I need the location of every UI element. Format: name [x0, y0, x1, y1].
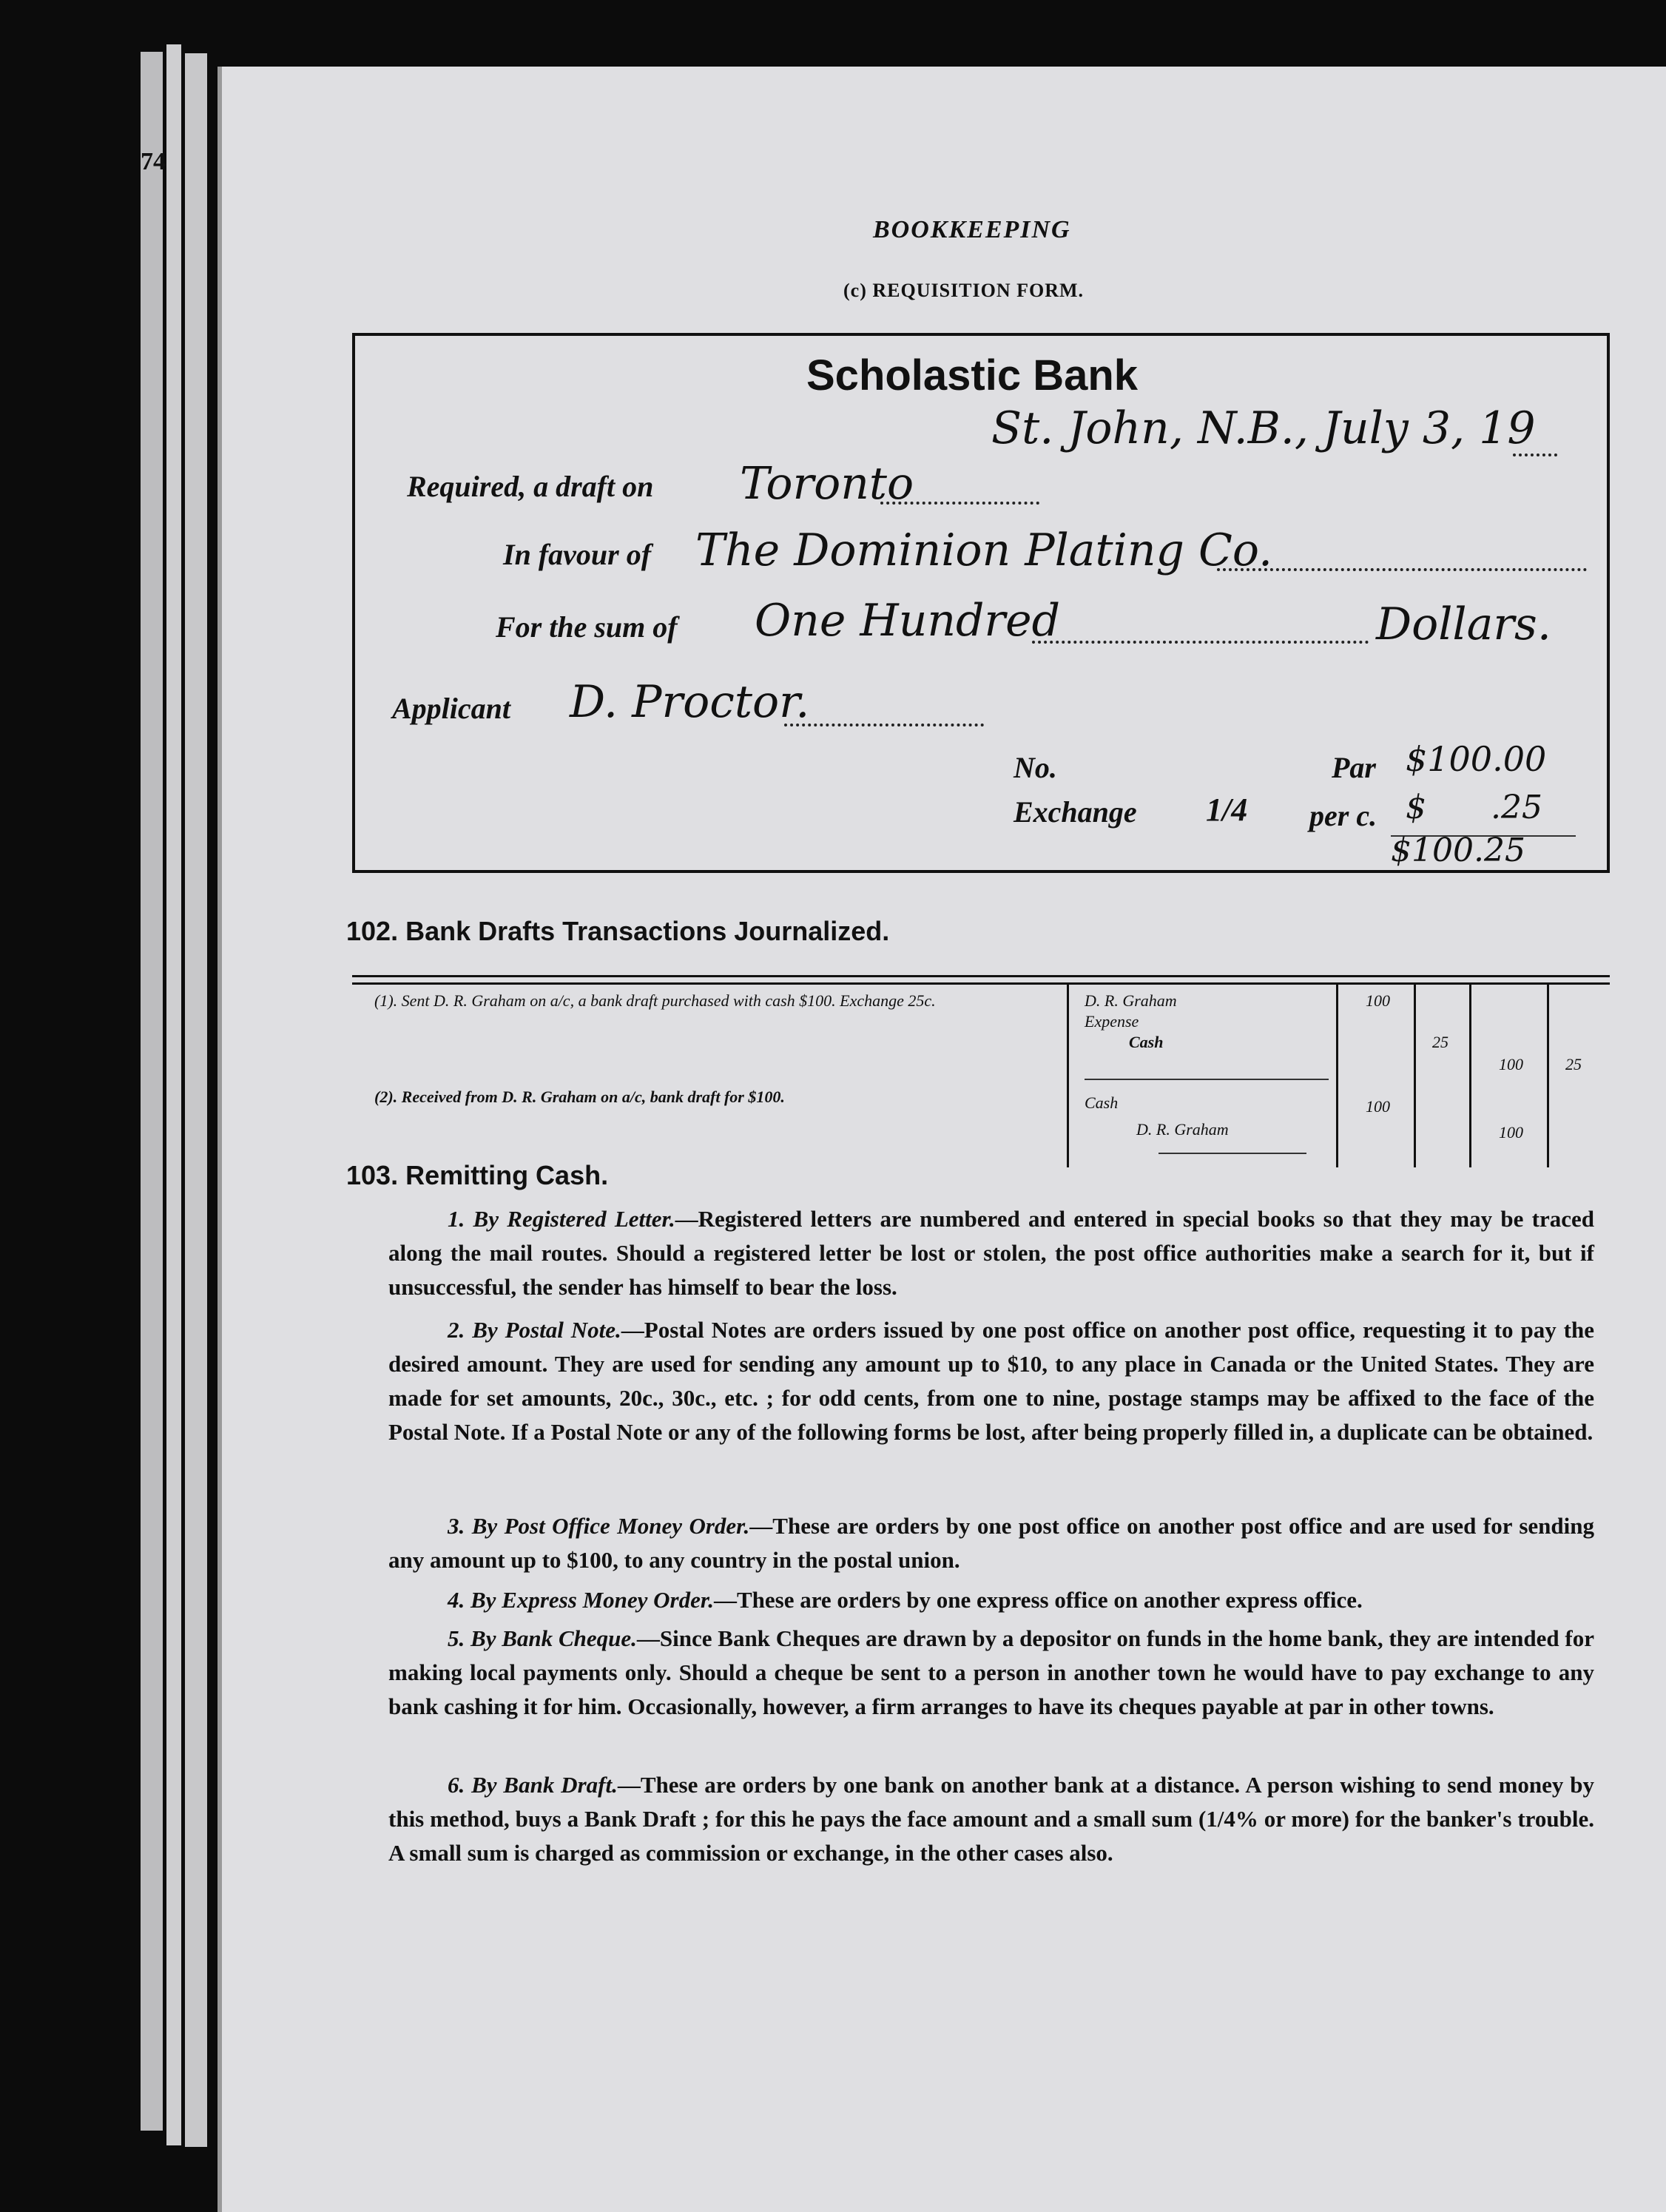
section-103-title: 103. Remitting Cash. [346, 1160, 609, 1190]
page-number: 74 [141, 148, 166, 175]
journal-entry-1-cr2: 25 [1565, 1055, 1582, 1073]
required-value: Toronto [740, 458, 914, 510]
sum-label: For the sum of [496, 610, 678, 644]
paragraph-2-lead: 2. By Postal Note. [448, 1317, 621, 1343]
required-label: Required, a draft on [407, 470, 654, 503]
paragraph-4 [388, 1583, 1594, 1617]
paragraph-5-lead: 5. By Bank Cheque. [448, 1625, 637, 1651]
journal-entry-1-account-2: Expense [1085, 1012, 1139, 1031]
favour-value: The Dominion Plating Co. [695, 525, 1273, 576]
journal-entry-1-dr1: 100 [1366, 991, 1390, 1010]
sum-unit: Dollars. [1376, 598, 1551, 650]
paragraph-6-lead: 6. By Bank Draft. [448, 1772, 618, 1798]
exchange-dollar: $ [1406, 789, 1426, 826]
paragraph-1-lead: 1. By Registered Letter. [448, 1206, 675, 1232]
paragraph-1 [388, 1202, 1594, 1304]
paragraph-5-text: —Since Bank Cheques are drawn by a depositor on funds in the home bank, they are intended for making local payments only. Should a cheque be sent to a person in another town he would have to pay exchange to any bank cashing it for him. Occasionally, however, a firm arranges to have its cheques payable at par in other towns. [388, 1625, 1594, 1719]
paragraph-2 [388, 1313, 1594, 1449]
journal-entry-1-num: (1). [374, 991, 398, 1010]
journal-entry-2-desc: Received from D. R. Graham on a/c, bank draft for $100. [401, 1088, 785, 1106]
paragraph-5 [388, 1622, 1594, 1724]
book-edge [141, 52, 163, 2131]
paragraph-3 [388, 1509, 1594, 1577]
sum-value: One Hundred [755, 595, 1061, 647]
journal-entry-1-cr1: 100 [1499, 1055, 1523, 1073]
journal-entry-2-account-2: D. R. Graham [1136, 1120, 1229, 1139]
journal-entry-1-dr2: 25 [1432, 1033, 1449, 1051]
journal-entry-2-cr1: 100 [1499, 1123, 1523, 1142]
place-date: St. John, N.B., July 3, 19 [991, 402, 1536, 454]
section-102-title: 102. Bank Drafts Transactions Journalized. [346, 916, 890, 946]
requisition-form [352, 333, 1610, 873]
journal-table [352, 975, 1610, 1167]
journal-entry-2-num: (2). [374, 1088, 398, 1106]
journal-entry-1-account-3: Cash [1129, 1033, 1164, 1051]
running-header: BOOKKEEPING [873, 216, 1071, 243]
journal-entry-2-dr1: 100 [1366, 1097, 1390, 1116]
journal-entry-2-account-1: Cash [1085, 1093, 1119, 1112]
exchange-label: Exchange [1014, 795, 1137, 829]
applicant-value: D. Proctor. [570, 676, 810, 728]
paragraph-4-text: —These are orders by one express office on another express office. [713, 1587, 1363, 1613]
par-value: $100.00 [1406, 739, 1547, 779]
form-caption: (c) REQUISITION FORM. [843, 280, 1085, 301]
paragraph-4-lead: 4. By Express Money Order. [448, 1587, 714, 1613]
paragraph-1-text: —Registered letters are numbered and entered in special books so that they may be traced along the mail routes. Should a registered letter be lost or stolen, the post office authorities make a search for it, but if unsuccessful, the sender has himself to bear the loss. [388, 1206, 1595, 1300]
no-label: No. [1014, 751, 1057, 784]
favour-label: In favour of [503, 538, 652, 571]
per-label: per c. [1309, 799, 1377, 832]
total-value: $100.25 [1391, 832, 1525, 869]
journal-entry-1-account-1: D. R. Graham [1085, 991, 1177, 1010]
paragraph-6 [388, 1768, 1594, 1870]
bank-name: Scholastic Bank [806, 351, 1139, 399]
applicant-label: Applicant [392, 692, 511, 725]
paragraph-3-text: —These are orders by one post office on another post office and are used for sending any amount up to $100, to any country in the postal union. [388, 1513, 1594, 1573]
journal-entry-1-desc: Sent D. R. Graham on a/c, a bank draft purchased with cash $100. Exchange 25c. [401, 991, 936, 1010]
paragraph-3-lead: 3. By Post Office Money Order. [448, 1513, 750, 1539]
journal-entry-2-text [374, 1088, 1055, 1107]
book-edge [185, 53, 207, 2147]
par-label: Par [1332, 751, 1376, 784]
book-edge [166, 44, 181, 2145]
paragraph-6-text: —These are orders by one bank on another bank at a distance. A person wishing to send money by this method, buys a Bank Draft ; for this he pays the face amount and a small sum (1/4% or more) for the banker's trouble. A small sum is charged as commission or exchange, in the other cases also. [388, 1772, 1594, 1866]
exchange-rate: 1/4 [1206, 792, 1248, 828]
paragraph-2-text: —Postal Notes are orders issued by one post office on another post office, requesting it to pay the desired amount. They are used for sending any amount up to $10, to any place in Canada or the United States. They are made for set amounts, 20c., 30c., etc. ; for odd cents, from one to nine, postage stamps may be affixed to the face of the Postal Note. If a Postal Note or any of the following forms be lost, after being properly filled in, a duplicate can be obtained. [388, 1317, 1595, 1445]
journal-entry-1-text [374, 991, 1055, 1011]
exchange-value: .25 [1491, 789, 1542, 826]
